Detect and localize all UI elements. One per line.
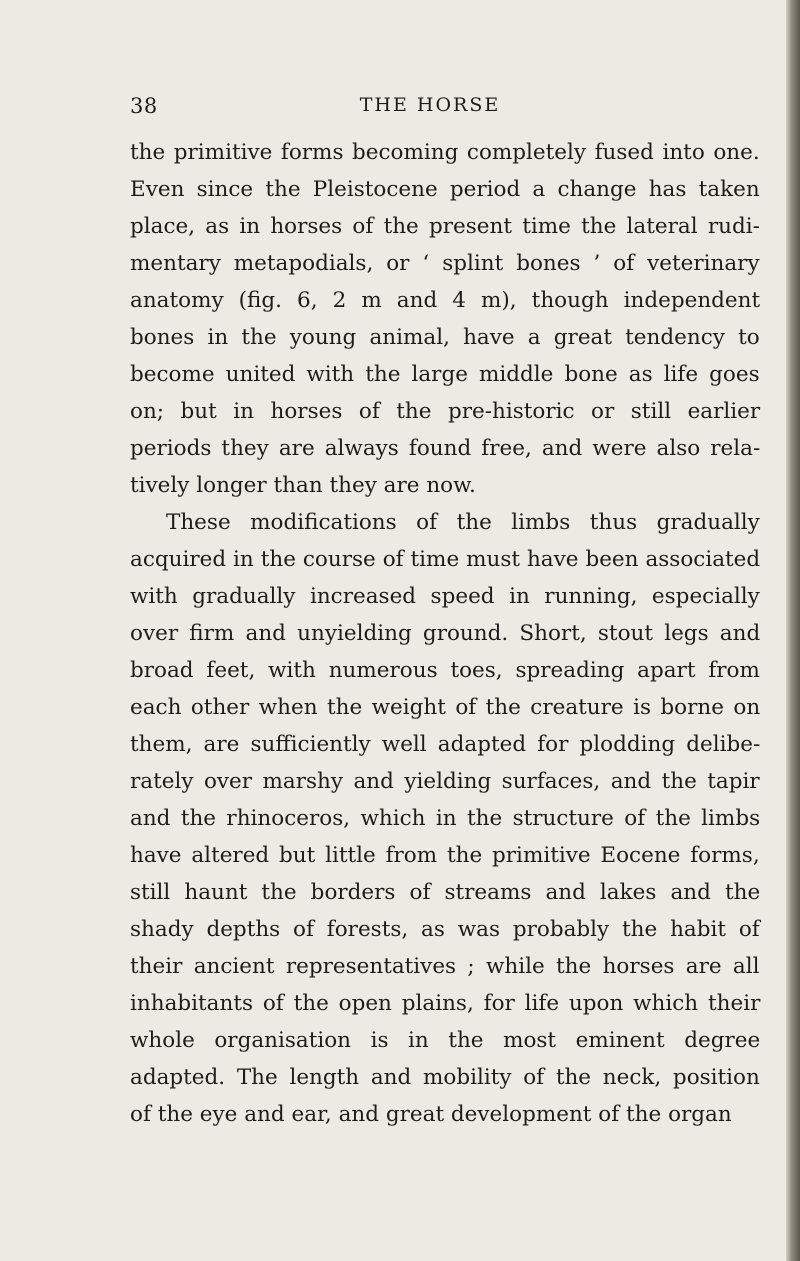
text-line: still haunt the borders of streams and lakes and the — [130, 880, 761, 905]
text-line: rately over marshy and yielding surfaces, and the tapir — [130, 769, 760, 794]
text-line: the primitive forms becoming completely fused into one. — [130, 140, 760, 165]
text-line: tively longer than they are now. — [130, 473, 476, 498]
page-edge-shadow — [786, 0, 800, 1261]
paragraph-start-line: These modifications of the limbs thus gradually — [166, 510, 760, 535]
text-line: their ancient representatives ; while the horses are all — [130, 954, 760, 979]
text-line: mentary metapodials, or ‘ splint bones ’ of veterinary — [130, 251, 760, 276]
text-line: of the eye and ear, and great development of the organ — [130, 1102, 732, 1127]
text-line: and the rhinoceros, which in the structure of the limbs — [130, 806, 761, 831]
text-line: periods they are always found free, and were also rela- — [130, 436, 761, 461]
text-line: place, as in horses of the present time the lateral rudi- — [130, 214, 760, 239]
text-line: them, are sufficiently well adapted for plodding delibe- — [130, 732, 761, 757]
text-line: anatomy (fig. 6, 2 m and 4 m), though independent — [130, 288, 761, 313]
text-line: over firm and unyielding ground. Short, stout legs and — [130, 621, 761, 646]
body-text — [130, 134, 770, 1133]
text-line: inhabitants of the open plains, for life upon which their — [130, 991, 761, 1016]
text-line: with gradually increased speed in running, especially — [130, 584, 760, 609]
text-line: become united with the large middle bone as life goes — [130, 362, 760, 387]
text-line: shady depths of forests, as was probably the habit of — [130, 917, 760, 942]
text-line: acquired in the course of time must have been associated — [130, 547, 761, 572]
text-line: each other when the weight of the creature is borne on — [130, 695, 761, 720]
text-line: broad feet, with numerous toes, spreading apart from — [130, 658, 760, 683]
text-line: bones in the young animal, have a great tendency to — [130, 325, 760, 350]
text-line: adapted. The length and mobility of the neck, position — [130, 1065, 760, 1090]
page-number: 38 — [130, 94, 158, 118]
text-line: on; but in horses of the pre-historic or still earlier — [130, 399, 761, 424]
text-line: whole organisation is in the most eminent degree — [130, 1028, 761, 1053]
text-line: have altered but little from the primitive Eocene forms, — [130, 843, 760, 868]
text-line: Even since the Pleistocene period a change has taken — [130, 177, 760, 202]
running-title: THE HORSE — [359, 94, 501, 116]
running-head — [130, 94, 730, 124]
